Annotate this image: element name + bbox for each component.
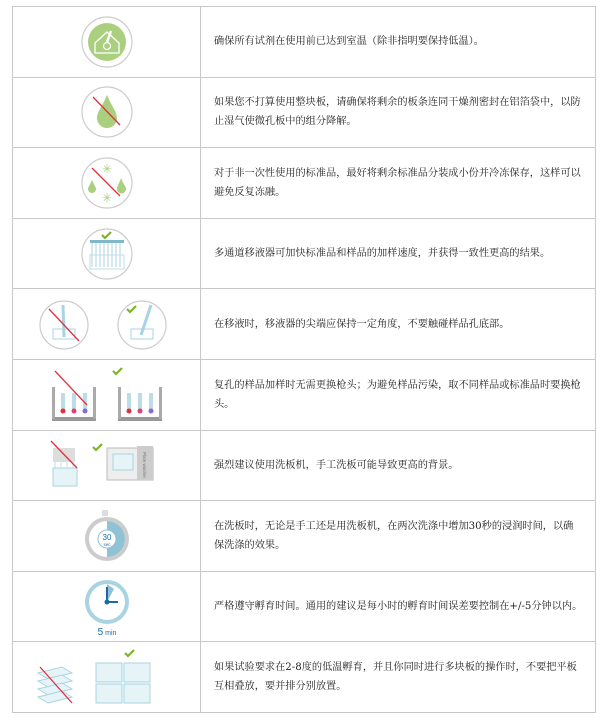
icon-cell [13,642,201,713]
svg-text:✳: ✳ [101,161,112,176]
tip-text: 严格遵守孵育时间。通用的建议是每小时的孵育时间误差要控制在+/-5分钟以内。 [201,571,596,642]
no-moisture-icon [80,85,134,139]
clock-minutes: 5 [97,626,103,637]
clock-unit: min [104,629,116,637]
no-freeze-thaw-icon [80,156,134,210]
tip-text: 复孔的样品加样时无需更换枪头；为避免样品污染，取不同样品或标准品时要换枪头。 [201,359,596,430]
table-row [13,77,596,148]
tip-text: 在移液时，移液器的尖端应保持一定角度，不要触碰样品孔底部。 [201,289,596,360]
room-temperature-icon [80,15,134,69]
table-row [13,359,596,430]
icon-cell [13,148,201,219]
icon-cell [13,289,201,360]
table-row [13,218,596,289]
tip-text: 对于非一次性使用的标准品，最好将剩余标准品分装成小份并冷冻保存，这样可以避免反复冻融。 [201,148,596,219]
pipette-angle-icon [37,297,177,351]
tips-table [12,6,596,713]
table-row [13,289,596,360]
multichannel-pipette-icon [80,227,134,281]
table-row [13,642,596,713]
svg-text:5min [97,627,116,637]
table-row [13,148,596,219]
tip-text: 强烈建议使用洗板机，手工洗板可能导致更高的背景。 [201,430,596,501]
stopwatch-unit: sec [102,541,111,547]
table-row [13,7,596,78]
svg-text:✳: ✳ [101,190,112,205]
table-row [13,501,596,572]
icon-cell [13,571,201,642]
stopwatch-icon [80,508,134,564]
icon-cell [13,77,201,148]
change-tips-icon [37,365,177,425]
icon-cell [13,359,201,430]
clock-icon [80,577,134,637]
icon-cell [13,430,201,501]
tip-text: 多通道移液器可加快标准品和样品的加样速度，并获得一致性更高的结果。 [201,218,596,289]
tip-text: 如果试验要求在2-8度的低温孵育，并且你同时进行多块板的操作时，不要把平板互相叠放，要并排分别放置。 [201,642,596,713]
plates-side-by-side-icon [32,647,182,707]
icon-cell [13,218,201,289]
table-row [13,430,596,501]
tip-text: 确保所有试剂在使用前已达到室温（除非指明要保持低温）。 [201,7,596,78]
stopwatch-seconds: 30 [102,532,111,542]
plate-washer-icon [37,438,177,492]
tip-text: 如果您不打算使用整块板，请确保将剩余的板条连同干燥剂密封在铝箔袋中，以防止湿气使微孔板中的组分降解。 [201,77,596,148]
tip-text: 在洗板时，无论是手工还是用洗板机，在两次洗涤中增加30秒的浸润时间，以确保洗涤的效果。 [201,501,596,572]
icon-cell [13,501,201,572]
plate-washer-label: Plate washer [141,452,147,479]
icon-cell [13,7,201,78]
table-row [13,571,596,642]
